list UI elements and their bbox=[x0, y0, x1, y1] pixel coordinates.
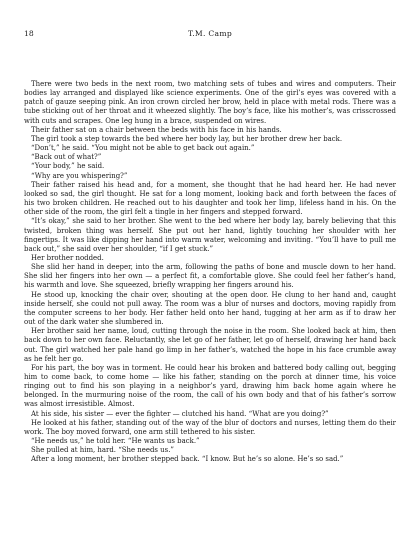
running-head: T.M. Camp bbox=[187, 29, 233, 38]
paragraph: “Back out of what?” bbox=[31, 153, 102, 162]
paragraph: She pulled at him, hard. “She needs us.” bbox=[31, 446, 174, 455]
paragraph: He looked at his father, standing out of the way of the blur of doctors and nurses, letting them do their work. The boy moved forward, one arm still tethered to his sister. bbox=[24, 418, 396, 436]
paragraph: Her brother nodded. bbox=[31, 253, 104, 262]
paragraph: She slid her hand in deeper, into the arm, following the paths of bone and muscle down to her hand. She slid her fingers into her own — a perfect fit, a comfortable glove. She could feel her father’s hand, his warmth and love. She squeezed, briefly wrapping her fingers around his. bbox=[24, 263, 396, 290]
paragraph: The girl took a step towards the bed where her body lay, but her brother drew her back. bbox=[31, 134, 343, 143]
paragraph: “It’s okay,” she said to her brother. She went to the bed where her body lay, barely believing that this twisted, broken thing was herself. She put out her hand, lightly touching her shoulder with her fingertips. It was like dipping her hand into warm water, welcoming and inviting. “You’ll have to pull me back out,” she said over her shoulder, “if I get stuck.” bbox=[24, 217, 396, 253]
paragraph: He stood up, knocking the chair over, shouting at the open door. He clung to her hand and, caught inside herself, she could not pull away. The room was a blur of nurses and doctors, moving rapidly from the computer screens to her body. Her father held onto her hand, tugging at her arm as if to draw her out of the dark water she slumbered in. bbox=[24, 290, 396, 327]
paragraph: For his part, the boy was in torment. He could hear his broken and battered body calling out, begging him to come back, to come home — like his father, standing on the porch at dinner time, his voice ringing out to find his son playing in a neighbor’s yard, drawing him back home again where he belonged. In the murmuring noise of the room, the call of his own body and that of his father’s sorrow was almost irresistible. Almost. bbox=[24, 363, 396, 409]
paragraph: “Your body,” he said. bbox=[31, 162, 105, 171]
page-number: 18 bbox=[24, 29, 34, 38]
paragraph: “Don’t,” he said. “You might not be able to get back out again.” bbox=[31, 144, 255, 153]
paragraph: There were two beds in the next room, two matching sets of tubes and wires and computers. Their bodies lay arranged and displayed like science experiments. One of the girl’s eyes was covered with a patch of gauze seeping pink. An iron crown circled her brow, held in place with metal rods. There was a tube sticking out of her throat and it wheezed slightly. The boy’s face, like his mother’s, was crisscrossed with cuts and scrapes. One leg hung in a brace, suspended on wires. bbox=[24, 80, 396, 125]
paragraph: At his side, his sister — ever the fighter — clutched his hand. “What are you doing?” bbox=[31, 409, 329, 418]
paragraph: “Why are you whispering?” bbox=[31, 171, 128, 180]
paragraph: Their father sat on a chair between the beds with his face in his hands. bbox=[31, 125, 282, 134]
paragraph: After a long moment, her brother stepped back. “I know. But he’s so alone. He’s so sad.” bbox=[31, 455, 344, 464]
page-header bbox=[0, 29, 420, 41]
paragraph: Her brother said her name, loud, cutting through the noise in the room. She looked back at him, then back down to her own face. Reluctantly, she let go of her father, let go of herself, drawing her hand back out. The girl watched her pale hand go limp in her father’s, watched the hope in his face crumble away as he felt her go. bbox=[24, 327, 396, 363]
body-text bbox=[24, 80, 396, 465]
paragraph: Their father raised his head and, for a moment, she thought that he had heard her. He had never looked so sad, the girl thought. He sat for a long moment, looking back and forth between the faces of his two broken children. He reached out to his daughter and took her limp, lifeless hand in his. On the other side of the room, the girl felt a tingle in her fingers and stepped forward. bbox=[24, 180, 396, 217]
paragraph: “He needs us,” he told her. “He wants us back.” bbox=[31, 437, 200, 446]
